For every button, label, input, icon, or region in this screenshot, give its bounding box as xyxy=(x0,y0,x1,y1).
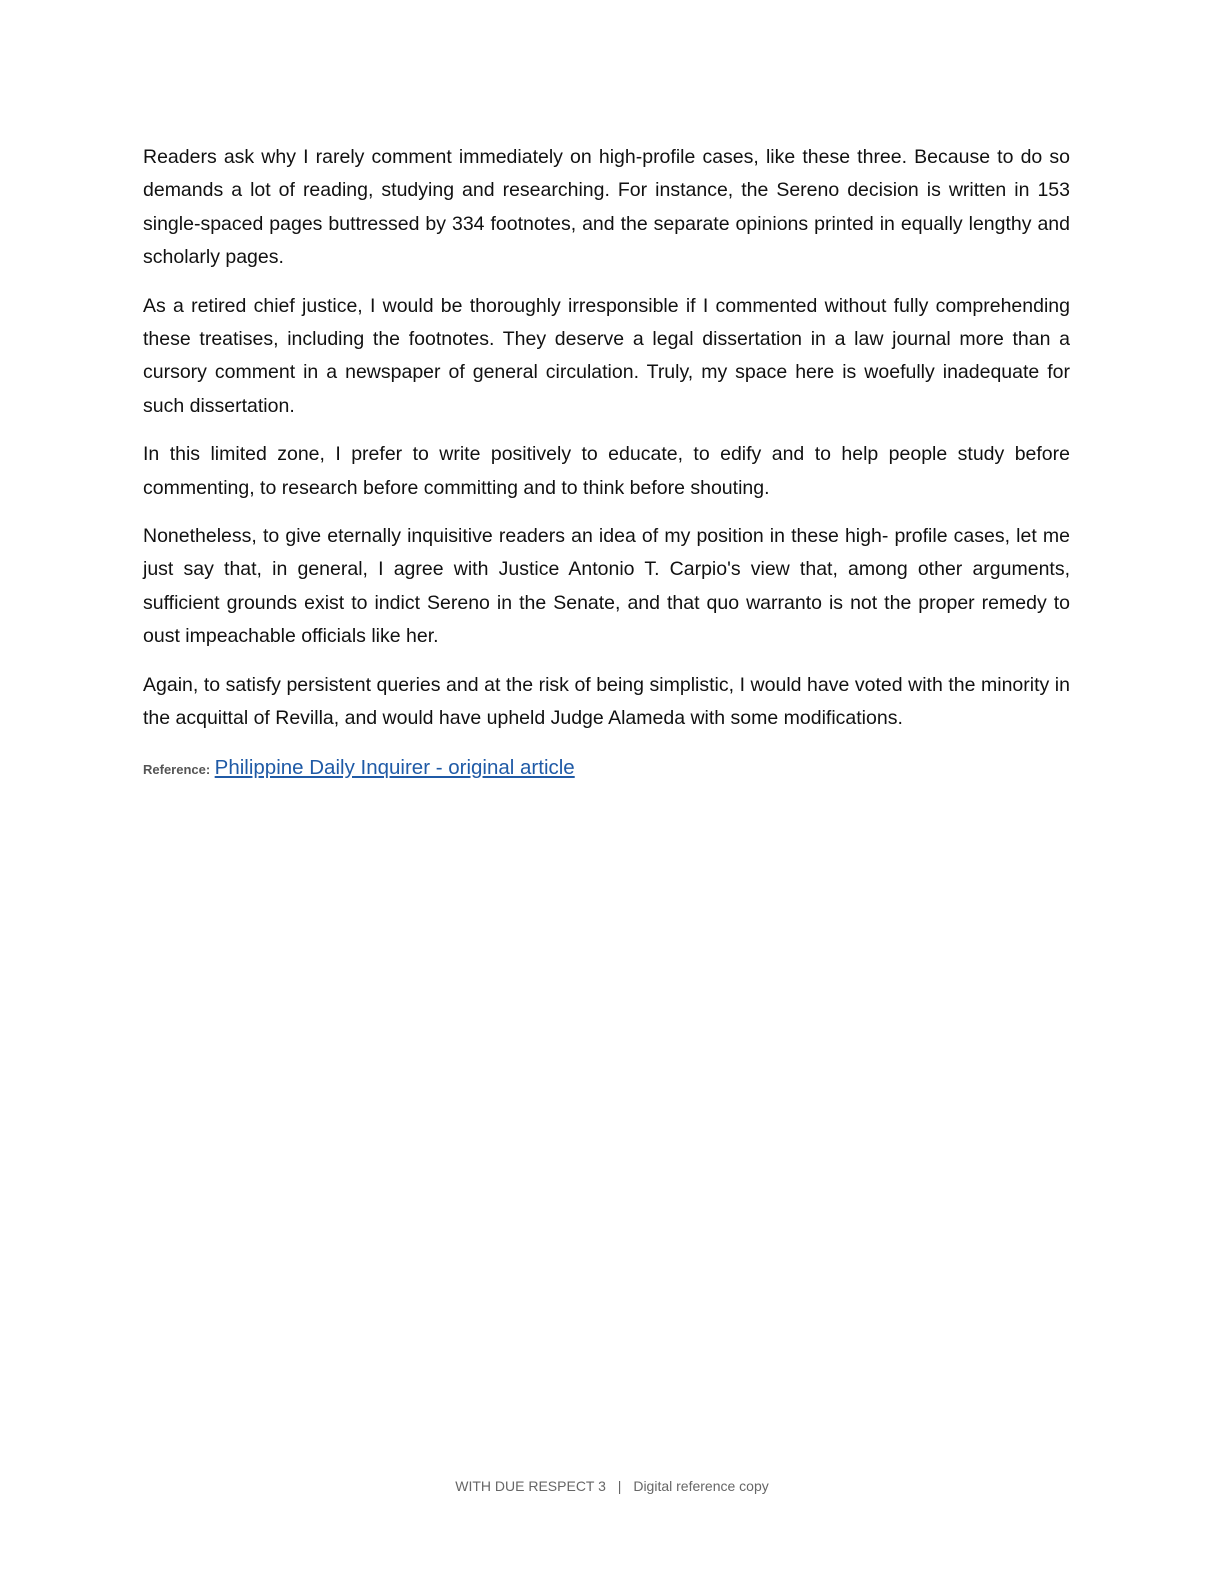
paragraph-1: Readers ask why I rarely comment immediately on high-profile cases, like these three. Because to do so demands a lot of reading, studying and researching. For instance, the Sereno decision is written in 153 single-spaced pages buttressed by 334 footnotes, and the separate opinions printed in equally lengthy and scholarly pages. xyxy=(143,146,1070,269)
paragraph-3: In this limited zone, I prefer to write positively to educate, to edify and to help people study before commenting, to research before committing and to think before shouting. xyxy=(143,443,1070,499)
footer-title: WITH DUE RESPECT 3 xyxy=(455,1478,606,1494)
reference-line xyxy=(143,754,1070,784)
article-body xyxy=(143,141,1070,784)
paragraph-5: Again, to satisfy persistent queries and at the risk of being simplistic, I would have voted with the minority in the acquittal of Revilla, and would have upheld Judge Alameda with some modifications. xyxy=(143,673,1070,730)
footer-note: Digital reference copy xyxy=(633,1478,769,1494)
reference-link[interactable]: Philippine Daily Inquirer - original article xyxy=(214,755,575,779)
footer-separator: | xyxy=(617,1478,622,1494)
paragraph-2: As a retired chief justice, I would be thoroughly irresponsible if I commented without fully comprehending these treatises, including the footnotes. They deserve a legal dissertation in a law journal more than a cursory comment in a newspaper of general circulation. Truly, my space here is woefully inadequate for such dissertation. xyxy=(143,294,1070,417)
page-footer xyxy=(0,1478,1224,1494)
reference-label: Reference: xyxy=(143,761,211,777)
paragraph-4: Nonetheless, to give eternally inquisitive readers an idea of my position in these high- profile cases, let me just say that, in general, I agree with Justice Antonio T. Carpio's view that, among other arguments, sufficient grounds exist to indict Sereno in the Senate, and that quo warranto is not the proper remedy to oust impeachable officials like her. xyxy=(143,525,1070,648)
